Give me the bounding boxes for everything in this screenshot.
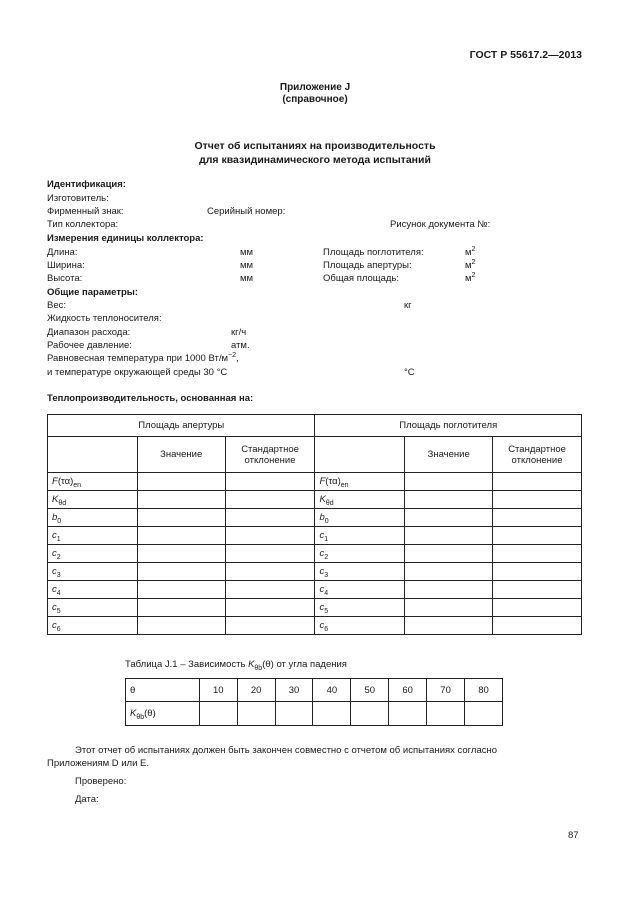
empty-cell[interactable] xyxy=(405,545,493,563)
empty-cell[interactable] xyxy=(225,491,315,509)
empty-cell[interactable] xyxy=(137,527,225,545)
aperture-area-unit: $м^2$ xyxy=(465,258,476,271)
table-row xyxy=(48,491,582,509)
note-line1: Этот отчет об испытаниях должен быть закончен совместно с отчетом об испытаниях согласно xyxy=(75,745,498,756)
empty-cell[interactable] xyxy=(405,599,493,617)
angle-header: 30 xyxy=(275,679,313,702)
empty-cell[interactable] xyxy=(493,491,582,509)
k-theta-value-cell[interactable] xyxy=(465,702,503,726)
absorber-group-header: Площадь поглотителя xyxy=(315,415,582,437)
empty-cell[interactable] xyxy=(405,527,493,545)
angle-header: 50 xyxy=(351,679,389,702)
annex-title: Приложение J xyxy=(279,82,351,93)
std-header-left: Стандартное отклонение xyxy=(225,437,315,473)
value-header-right: Значение xyxy=(405,437,493,473)
weight-unit: кг xyxy=(404,300,412,311)
empty-cell[interactable] xyxy=(493,473,582,491)
absorber-area-label: Площадь поглотителя: xyxy=(323,247,424,258)
param-cell-left: $b_0$ xyxy=(48,509,138,527)
empty-cell[interactable] xyxy=(137,491,225,509)
param-cell-left: $c_5$ xyxy=(48,599,138,617)
manufacturer-label: Изготовитель: xyxy=(47,193,109,204)
total-area-label: Общая площадь: xyxy=(323,273,400,284)
empty-cell[interactable] xyxy=(137,563,225,581)
angle-header: 70 xyxy=(427,679,465,702)
page-number: 87 xyxy=(568,830,579,841)
perf-heading: Теплопроизводительность, основанная на: xyxy=(47,393,254,404)
dimensions-heading: Измерения единицы коллектора: xyxy=(47,233,204,244)
param-cell-right: $c_3$ xyxy=(315,563,405,581)
param-cell-left: $c_1$ xyxy=(48,527,138,545)
general-heading: Общие параметры: xyxy=(47,287,139,298)
k-theta-value-cell[interactable] xyxy=(427,702,465,726)
length-label: Длина: xyxy=(47,247,78,258)
identification-heading: Идентификация: xyxy=(47,179,126,190)
param-cell-right: $F(\tau\alpha)_{en}$ xyxy=(315,473,405,491)
empty-cell[interactable] xyxy=(405,473,493,491)
flow-range-label: Диапазон расхода: xyxy=(47,327,131,338)
report-title-line1: Отчет об испытаниях на производительность xyxy=(194,140,436,152)
value-header-left: Значение xyxy=(137,437,225,473)
document-figure-label: Рисунок документа №: xyxy=(390,219,491,230)
empty-cell[interactable] xyxy=(405,617,493,635)
total-area-unit: $м^2$ xyxy=(465,271,476,284)
aperture-area-label: Площадь апертуры: xyxy=(323,260,412,271)
temp-unit: °С xyxy=(404,367,415,378)
empty-cell[interactable] xyxy=(493,581,582,599)
collector-type-label: Тип коллектора: xyxy=(47,219,119,230)
empty-cell[interactable] xyxy=(225,509,315,527)
height-label: Высота: xyxy=(47,273,83,284)
empty-cell[interactable] xyxy=(225,581,315,599)
std-header-right: Стандартное отклонение xyxy=(493,437,582,473)
param-cell-right: $c_1$ xyxy=(315,527,405,545)
standard-number: ГОСТ Р 55617.2—2013 xyxy=(469,49,582,61)
empty-cell[interactable] xyxy=(225,563,315,581)
param-cell-left: $c_2$ xyxy=(48,545,138,563)
table-j1-caption: Таблица J.1 – Зависимость $K_{\theta b}(\theta)$ от угла падения xyxy=(125,659,347,672)
param-cell-right: $c_6$ xyxy=(315,617,405,635)
param-cell-right: $K_{\theta d}$ xyxy=(315,491,405,509)
empty-cell[interactable] xyxy=(405,491,493,509)
table-row xyxy=(48,527,582,545)
empty-cell[interactable] xyxy=(405,563,493,581)
empty-cell[interactable] xyxy=(137,617,225,635)
empty-cell[interactable] xyxy=(493,599,582,617)
param-header-right xyxy=(315,437,405,473)
width-label: Ширина: xyxy=(47,260,85,271)
empty-cell[interactable] xyxy=(137,473,225,491)
table-row xyxy=(48,581,582,599)
angle-header: 20 xyxy=(237,679,275,702)
ambient-label: и температуре окружающей среды 30 °С xyxy=(47,367,228,378)
empty-cell[interactable] xyxy=(225,617,315,635)
empty-cell[interactable] xyxy=(493,545,582,563)
k-theta-value-cell[interactable] xyxy=(275,702,313,726)
param-cell-left: $c_4$ xyxy=(48,581,138,599)
k-theta-value-cell[interactable] xyxy=(199,702,237,726)
param-cell-left: $c_3$ xyxy=(48,563,138,581)
performance-table xyxy=(47,414,582,635)
report-title-line2: для квазидинамического метода испытаний xyxy=(199,154,431,166)
param-cell-right: $c_5$ xyxy=(315,599,405,617)
k-theta-row-label: $K_{\theta b}(\theta)$ xyxy=(126,702,200,726)
param-cell-right: $b_0$ xyxy=(315,509,405,527)
table-row xyxy=(48,509,582,527)
eq-temp-label: Равновесная температура при 1000 $Вт/м^{-2}$, xyxy=(47,351,239,364)
date-label: Дата: xyxy=(75,794,99,805)
absorber-area-unit: $м^2$ xyxy=(465,245,476,258)
annex-subtitle: (справочное) xyxy=(282,94,348,105)
table-j1 xyxy=(125,678,503,726)
theta-header: θ xyxy=(126,679,200,702)
empty-cell[interactable] xyxy=(225,473,315,491)
empty-cell[interactable] xyxy=(405,581,493,599)
param-header-left xyxy=(48,437,138,473)
k-theta-value-cell[interactable] xyxy=(237,702,275,726)
note-line2: Приложениям D или E. xyxy=(47,758,150,769)
empty-cell[interactable] xyxy=(225,599,315,617)
height-unit: мм xyxy=(240,273,254,284)
empty-cell[interactable] xyxy=(493,563,582,581)
empty-cell[interactable] xyxy=(137,545,225,563)
pressure-unit: атм. xyxy=(231,340,250,351)
checked-label: Проверено: xyxy=(75,776,127,787)
weight-label: Вес: xyxy=(47,300,67,311)
angle-header: 10 xyxy=(199,679,237,702)
angle-header: 40 xyxy=(313,679,351,702)
length-unit: мм xyxy=(240,247,254,258)
param-cell-left: $c_6$ xyxy=(48,617,138,635)
serial-label: Серийный номер: xyxy=(207,206,286,217)
width-unit: мм xyxy=(240,260,254,271)
table-row xyxy=(48,617,582,635)
param-cell-left: $F(\tau\alpha)_{en}$ xyxy=(48,473,138,491)
aperture-group-header: Площадь апертуры xyxy=(48,415,315,437)
empty-cell[interactable] xyxy=(493,527,582,545)
brand-label: Фирменный знак: xyxy=(47,206,124,217)
empty-cell[interactable] xyxy=(225,545,315,563)
param-cell-right: $c_2$ xyxy=(315,545,405,563)
table-row xyxy=(48,563,582,581)
param-cell-left: $K_{\theta d}$ xyxy=(48,491,138,509)
table-row xyxy=(48,599,582,617)
empty-cell[interactable] xyxy=(137,599,225,617)
empty-cell[interactable] xyxy=(225,527,315,545)
empty-cell[interactable] xyxy=(137,581,225,599)
angle-header: 80 xyxy=(465,679,503,702)
k-theta-value-cell[interactable] xyxy=(313,702,351,726)
pressure-label: Рабочее давление: xyxy=(47,340,132,351)
k-theta-value-cell[interactable] xyxy=(351,702,389,726)
table-row xyxy=(48,545,582,563)
empty-cell[interactable] xyxy=(493,509,582,527)
table-row xyxy=(48,473,582,491)
empty-cell[interactable] xyxy=(493,617,582,635)
flow-unit: кг/ч xyxy=(231,327,247,338)
empty-cell[interactable] xyxy=(405,509,493,527)
k-theta-value-cell[interactable] xyxy=(389,702,427,726)
param-cell-right: $c_4$ xyxy=(315,581,405,599)
angle-header: 60 xyxy=(389,679,427,702)
fluid-label: Жидкость теплоносителя: xyxy=(47,313,162,324)
empty-cell[interactable] xyxy=(137,509,225,527)
